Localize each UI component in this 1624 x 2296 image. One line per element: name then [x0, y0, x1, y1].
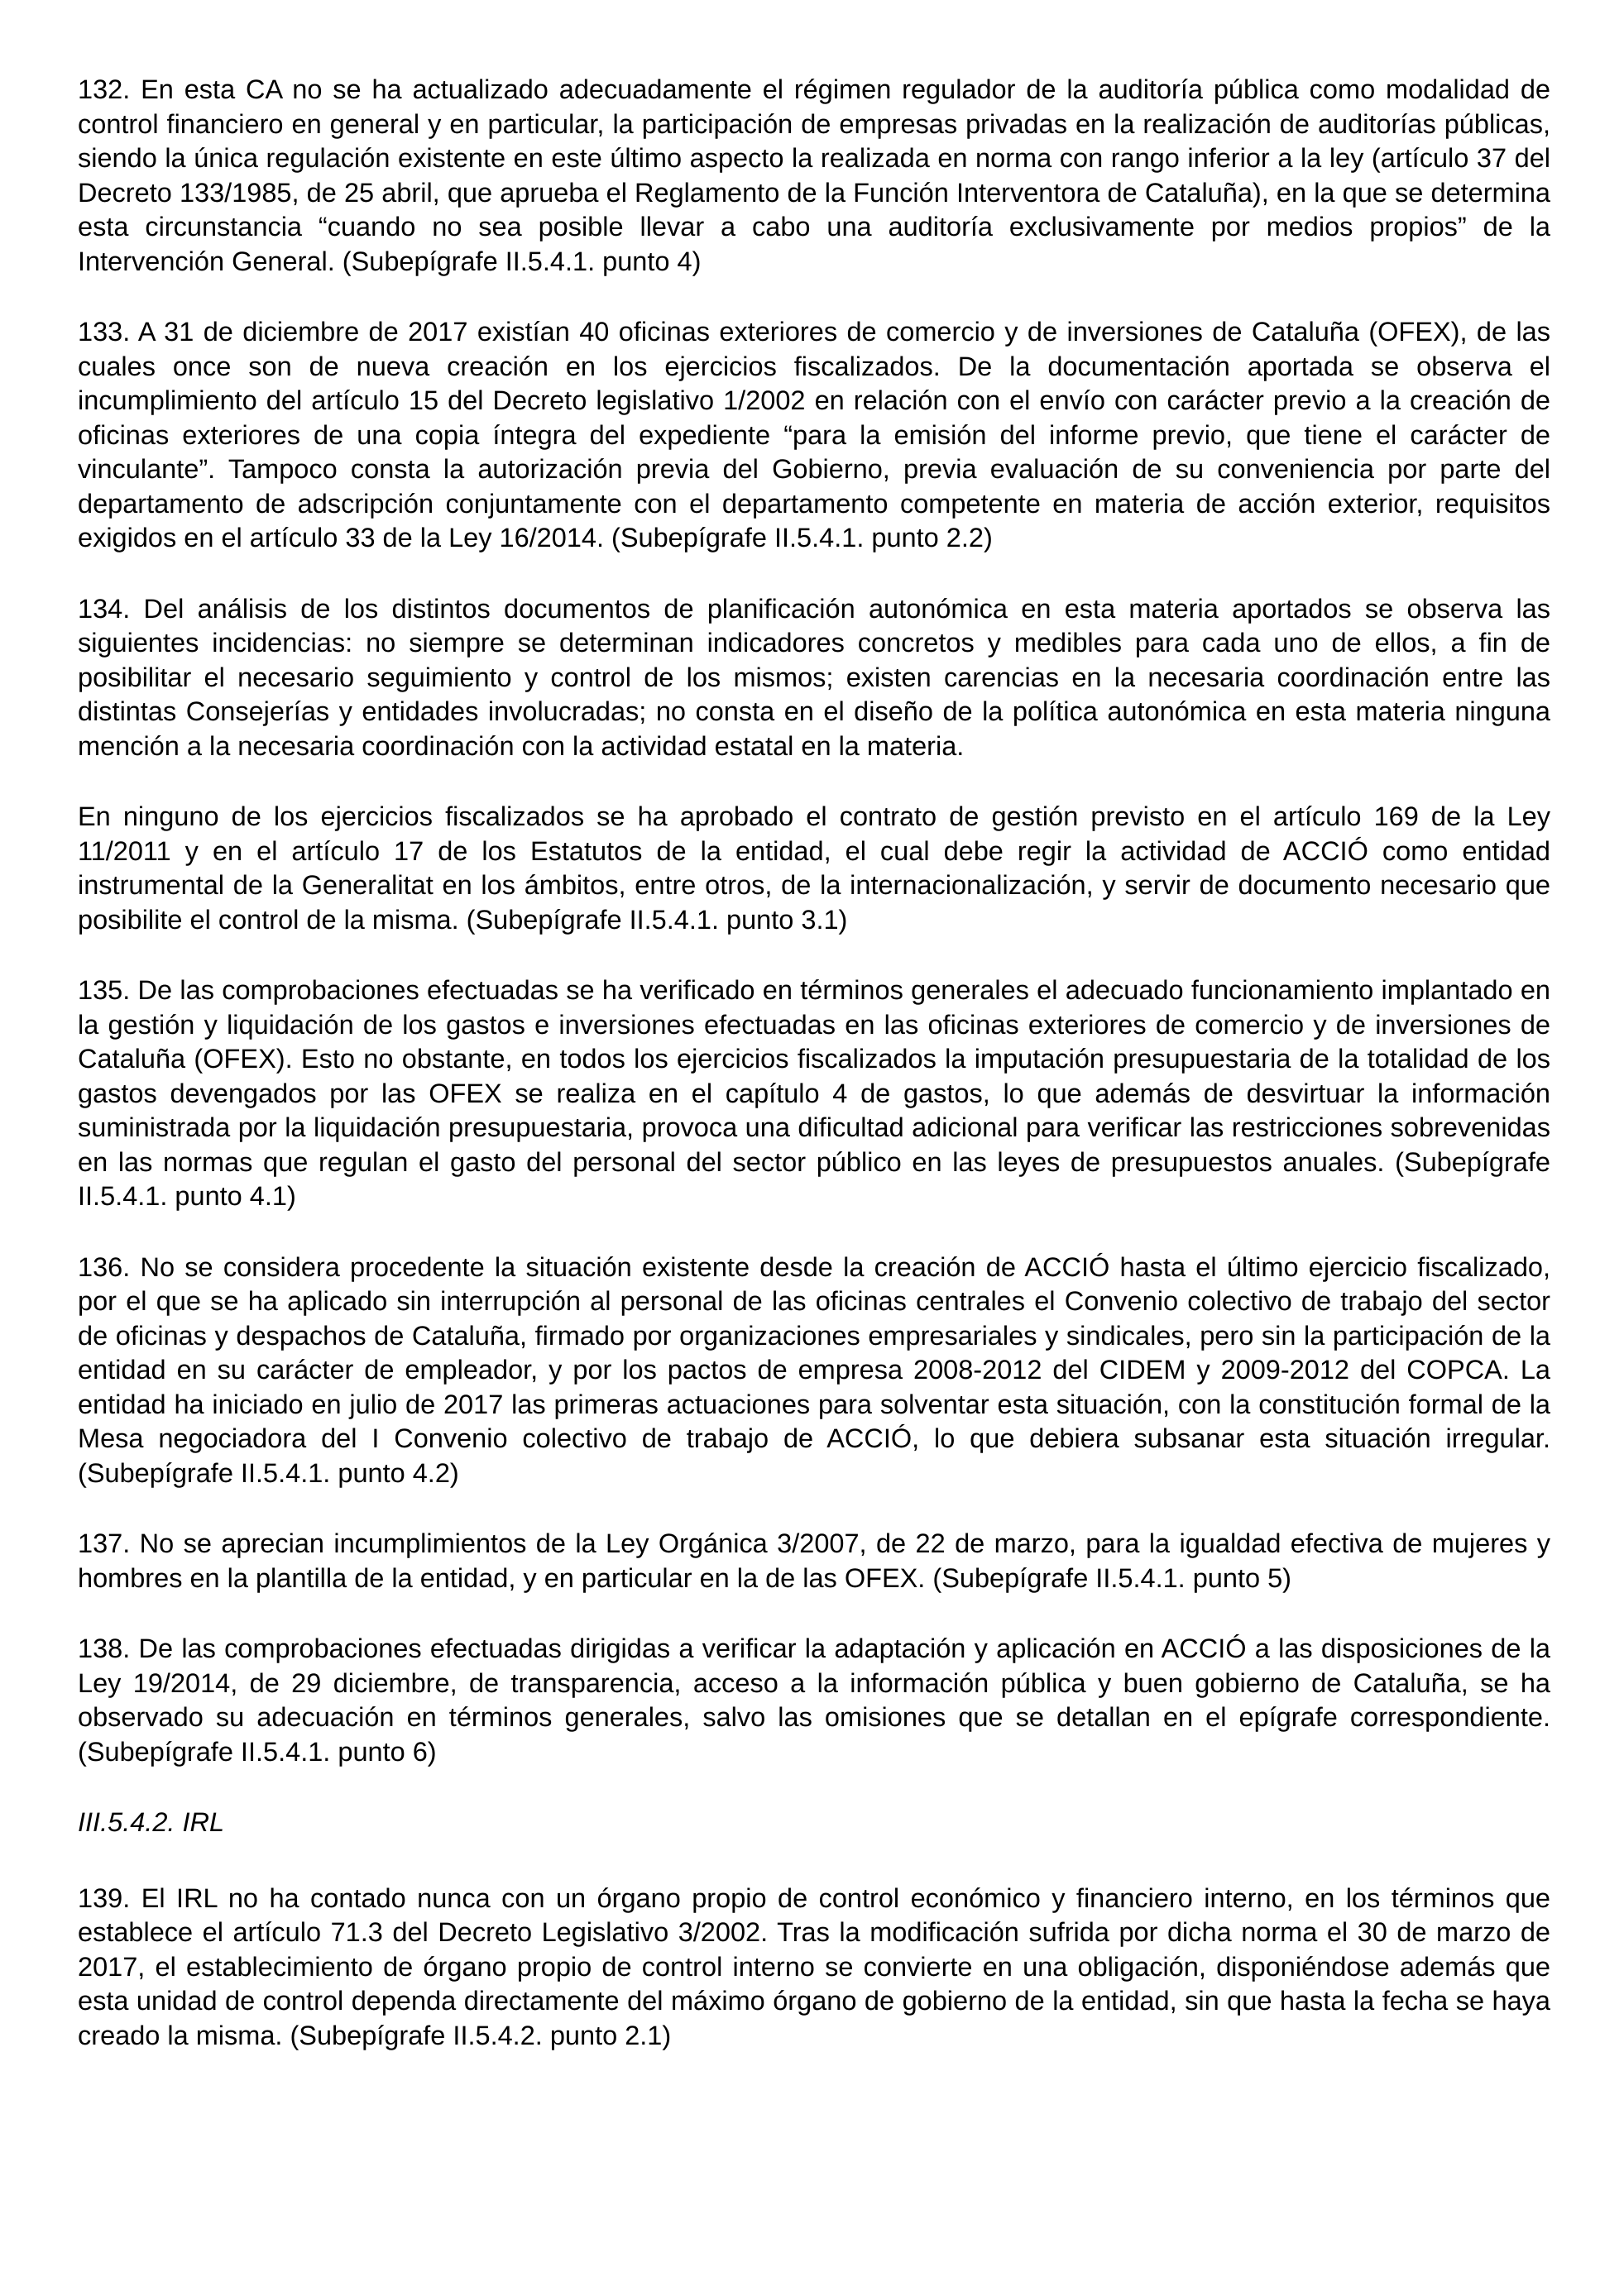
section-heading: III.5.4.2. IRL: [78, 1807, 225, 1837]
paragraph-136: 136. No se considera procedente la situación existente desde la creación de ACCIÓ hasta el último ejercicio fiscalizado, por el que se ha aplicado sin interrupción al personal de las oficinas centrales el Convenio colectivo de trabajo del sector de oficinas y despachos de Cataluña, firmado por organizaciones empresariales y sindicales, pero sin la participación de la entidad en su carácter de empleador, y por los pactos de empresa 2008-2012 del CIDEM y 2009-2012 del COPCA. La entidad ha iniciado en julio de 2017 las primeras actuaciones para solventar esta situación, con la constitución formal de la Mesa negociadora del I Convenio colectivo de trabajo de ACCIÓ, lo que debiera subsanar esta situación irregular. (Subepígrafe II.5.4.1. punto 4.2): [78, 1251, 1550, 1488]
document-page: [78, 73, 1550, 2089]
paragraph-132: 132. En esta CA no se ha actualizado adecuadamente el régimen regulador de la auditoría pública como modalidad de control financiero en general y en particular, la participación de empresas privadas en la realización de auditorías públicas, siendo la única regulación existente en este último aspecto la realizada en norma con rango inferior a la ley (artículo 37 del Decreto 133/1985, de 25 abril, que aprueba el Reglamento de la Función Interventora de Cataluña), en la que se determina esta circunstancia “cuando no sea posible llevar a cabo una auditoría exclusivamente por medios propios” de la Intervención General. (Subepígrafe II.5.4.1. punto 4): [78, 74, 1550, 276]
paragraph-137: 137. No se aprecian incumplimientos de la Ley Orgánica 3/2007, de 22 de marzo, para la igualdad efectiva de mujeres y hombres en la plantilla de la entidad, y en particular en la de las OFEX. (Subepígrafe II.5.4.1. punto 5): [78, 1528, 1550, 1593]
paragraph-134-continued: En ninguno de los ejercicios fiscalizados se ha aprobado el contrato de gestión previsto en el artículo 169 de la Ley 11/2011 y en el artículo 17 de los Estatutos de la entidad, el cual debe regir la actividad de ACCIÓ como entidad instrumental de la Generalitat en los ámbitos, entre otros, de la internacionalización, y servir de documento necesario que posibilite el control de la misma. (Subepígrafe II.5.4.1. punto 3.1): [78, 801, 1550, 935]
paragraph-134: 134. Del análisis de los distintos documentos de planificación autonómica en esta materia aportados se observa las siguientes incidencias: no siempre se determinan indicadores concretos y medibles para cada uno de ellos, a fin de posibilitar el necesario seguimiento y control de los mismos; existen carencias en la necesaria coordinación entre las distintas Consejerías y entidades involucradas; no consta en el diseño de la política autonómica en esta materia ninguna mención a la necesaria coordinación con la actividad estatal en la materia.: [78, 593, 1550, 761]
paragraph-139: 139. El IRL no ha contado nunca con un órgano propio de control económico y financiero interno, en los términos que establece el artículo 71.3 del Decreto Legislativo 3/2002. Tras la modificación sufrida por dicha norma el 30 de marzo de 2017, el establecimiento de órgano propio de control interno se convierte en una obligación, disponiéndose además que esta unidad de control dependa directamente del máximo órgano de gobierno de la entidad, sin que hasta la fecha se haya creado la misma. (Subepígrafe II.5.4.2. punto 2.1): [78, 1882, 1550, 2050]
paragraph-133: 133. A 31 de diciembre de 2017 existían 40 oficinas exteriores de comercio y de inversiones de Cataluña (OFEX), de las cuales once son de nueva creación en los ejercicios fiscalizados. De la documentación aportada se observa el incumplimiento del artículo 15 del Decreto legislativo 1/2002 en relación con el envío con carácter previo a la creación de oficinas exteriores de una copia íntegra del expediente “para la emisión del informe previo, que tiene el carácter de vinculante”. Tampoco consta la autorización previa del Gobierno, previa evaluación de su conveniencia por parte del departamento de adscripción conjuntamente con el departamento competente en materia de acción exterior, requisitos exigidos en el artículo 33 de la Ley 16/2014. (Subepígrafe II.5.4.1. punto 2.2): [78, 317, 1550, 552]
paragraph-138: 138. De las comprobaciones efectuadas dirigidas a verificar la adaptación y aplicación en ACCIÓ a las disposiciones de la Ley 19/2014, de 29 diciembre, de transparencia, acceso a la información pública y buen gobierno de Cataluña, se ha observado su adecuación en términos generales, salvo las omisiones que se detallan en el epígrafe correspondiente. (Subepígrafe II.5.4.1. punto 6): [78, 1634, 1550, 1767]
paragraph-135: 135. De las comprobaciones efectuadas se ha verificado en términos generales el adecuado funcionamiento implantado en la gestión y liquidación de los gastos e inversiones efectuadas en las oficinas exteriores de comercio y de inversiones de Cataluña (OFEX). Esto no obstante, en todos los ejercicios fiscalizados la imputación presupuestaria de la totalidad de los gastos devengados por las OFEX se realiza en el capítulo 4 de gastos, lo que además de desvirtuar la información suministrada por la liquidación presupuestaria, provoca una dificultad adicional para verificar las restricciones sobrevenidas en las normas que regulan el gasto del personal del sector público en las leyes de presupuestos anuales. (Subepígrafe II.5.4.1. punto 4.1): [78, 975, 1550, 1211]
